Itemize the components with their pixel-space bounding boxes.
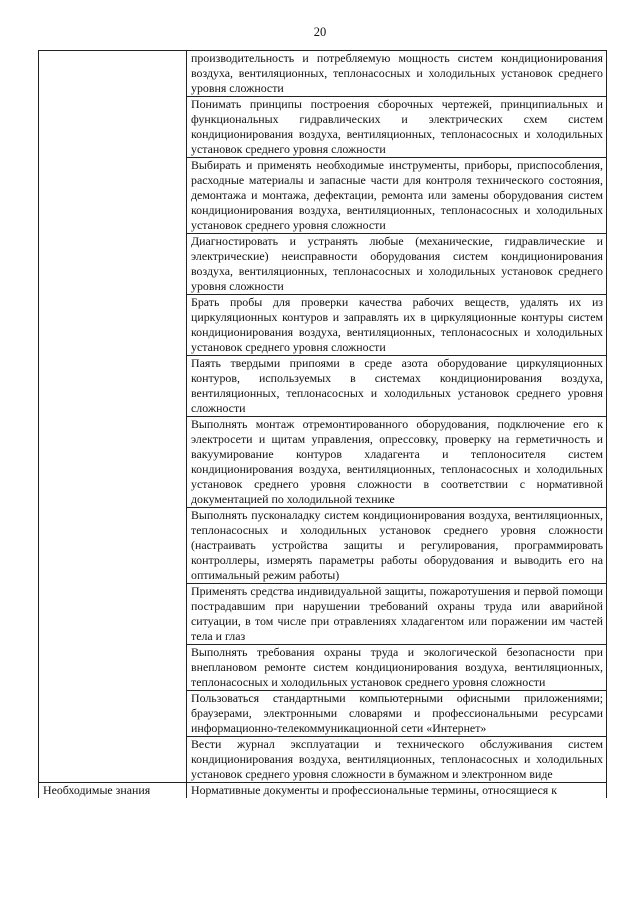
skill-cell [187, 234, 607, 295]
table-row [39, 51, 607, 97]
label-cell-empty [39, 51, 187, 783]
skill-text: Выбирать и применять необходимые инструменты, приборы, приспособления, расходные материалы и запасные части для контроля технического состояния, демонтажа и монтажа, дефектации, ремонта или замены оборудования систем кондиционирования воздуха, вентиляционных, теплонасосных и холодильных установок среднего уровня сложности [191, 158, 603, 232]
knowledge-text: Нормативные документы и профессиональные термины, относящиеся к [191, 783, 557, 797]
skill-cell [187, 417, 607, 508]
skill-cell [187, 584, 607, 645]
skill-cell [187, 97, 607, 158]
row-label: Необходимые знания [39, 783, 187, 799]
skill-cell [187, 645, 607, 691]
skill-cell [187, 158, 607, 234]
skill-text: производительность и потребляемую мощность систем кондиционирования воздуха, вентиляционных, теплонасосных и холодильных установок среднего уровня сложности [191, 51, 603, 95]
skill-text: Выполнять пусконаладку систем кондиционирования воздуха, вентиляционных, теплонасосных и холодильных установок среднего уровня сложности (настраивать устройства защиты и регулирования, программировать контроллеры, измерять параметры работы оборудования и выводить его на оптимальный режим работы) [191, 508, 603, 582]
skill-text: Пользоваться стандартными компьютерными офисными приложениями; браузерами, электронными словарями и профессиональными ресурсами информационно-телекоммуникационной сети «Интернет» [191, 691, 603, 735]
skill-cell [187, 508, 607, 584]
skill-cell [187, 691, 607, 737]
skill-cell [187, 356, 607, 417]
skill-text: Выполнять монтаж отремонтированного оборудования, подключение его к электросети и щитам управления, опрессовку, проверку на герметичность и вакуумирование контуров хладагента и теплоносителя систем кондиционирования воздуха, вентиляционных, теплонасосных и холодильных установок среднего уровня сложности в соответствии с нормативной документацией по холодильной технике [191, 417, 603, 506]
skill-text: Применять средства индивидуальной защиты, пожаротушения и первой помощи пострадавшим при нарушении требований охраны труда или аварийной ситуации, в том числе при отравлениях хладагентом или поражении им частей тела и глаз [191, 584, 603, 643]
skill-cell [187, 295, 607, 356]
skill-text: Паять твердыми припоями в среде азота оборудование циркуляционных контуров, используемых в системах кондиционирования воздуха, вентиляционных, теплонасосных и холодильных установок среднего уровня сложности [191, 356, 603, 415]
skill-text: Диагностировать и устранять любые (механические, гидравлические и электрические) неисправности оборудования систем кондиционирования воздуха, вентиляционных, теплонасосных и холодильных установок среднего уровня сложности [191, 234, 603, 293]
skill-text: Понимать принципы построения сборочных чертежей, принципиальных и функциональных гидравлических и электрических схем систем кондиционирования воздуха, вентиляционных, теплонасосных и холодильных установок среднего уровня сложности [191, 97, 603, 156]
requirements-table [38, 50, 607, 798]
knowledge-cell [187, 783, 607, 799]
page-number: 20 [313, 25, 327, 39]
skill-text: Брать пробы для проверки качества рабочих веществ, удалять их из циркуляционных контуров и заправлять их в циркуляционные контуры систем кондиционирования воздуха, вентиляционных, теплонасосных и холодильных установок среднего уровня сложности [191, 295, 603, 354]
skill-cell [187, 51, 607, 97]
table-row-knowledge [39, 783, 607, 799]
skill-text: Выполнять требования охраны труда и экологической безопасности при внеплановом ремонте систем кондиционирования воздуха, вентиляционных, теплонасосных и холодильных установок среднего уровня сложности [191, 645, 603, 689]
skill-text: Вести журнал эксплуатации и технического обслуживания систем кондиционирования воздуха, вентиляционных, теплонасосных и холодильных установок среднего уровня сложности в бумажном и электронном виде [191, 737, 603, 781]
skill-cell [187, 737, 607, 783]
